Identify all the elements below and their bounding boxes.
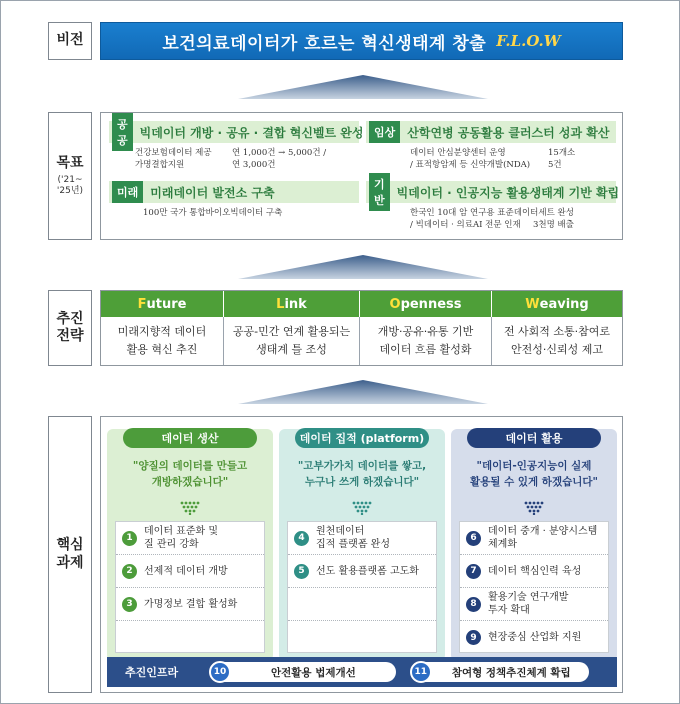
task-number: 3 xyxy=(122,597,137,612)
task-column-production xyxy=(107,429,273,661)
goal-detail: 데이터 안심분양센터 운영 xyxy=(410,148,506,158)
task-number: 6 xyxy=(466,531,481,546)
infra-number: 11 xyxy=(410,661,432,683)
row-label-goals xyxy=(48,112,92,240)
goal-detail: 가명결합지원 xyxy=(135,160,185,171)
goal-foundation xyxy=(366,178,620,232)
strategy-word: eaving xyxy=(539,296,589,312)
task-item xyxy=(460,588,608,621)
row-label-vision xyxy=(48,22,92,60)
task-text: 선도 활용플랫폼 고도화 xyxy=(316,565,419,577)
goal-detail: 100만 국가 통합바이오빅데이터 구축 xyxy=(143,208,283,218)
goal-tag: 임상 xyxy=(369,121,400,143)
strategy-line: 개방·공유·유통 기반 xyxy=(377,325,474,339)
task-item-empty xyxy=(288,621,436,654)
task-item xyxy=(116,555,264,588)
goal-clinical xyxy=(366,121,616,172)
task-quote-line: 개방하겠습니다" xyxy=(151,475,229,488)
task-item xyxy=(116,522,264,555)
goal-detail-value: 3천명 배출 xyxy=(533,220,574,231)
strategy-initial: L xyxy=(276,296,285,312)
strategy-word: uture xyxy=(146,296,187,312)
infra-label: 추진인프라 xyxy=(125,666,179,679)
strategy-line: 생태계 틀 조성 xyxy=(256,343,327,356)
row-label-strategy xyxy=(48,290,92,366)
task-text: 투자 확대 xyxy=(488,605,530,616)
task-quote xyxy=(111,459,269,491)
up-arrow-1 xyxy=(238,73,488,99)
goal-detail: 한국인 10대 암 연구용 표준데이터세트 완성 xyxy=(410,208,574,218)
task-text: 원천데이터 xyxy=(316,526,365,537)
down-dots-icon xyxy=(352,501,372,515)
vision-text: 보건의료데이터가 흐르는 혁신생태계 창출 xyxy=(162,33,487,54)
task-list xyxy=(459,521,609,653)
strategy-header xyxy=(492,291,622,317)
strategy-weaving xyxy=(492,291,622,365)
strategy-header xyxy=(360,291,492,317)
infra-bar xyxy=(107,657,617,687)
task-quote-line: "데이터-인공지능이 실제 xyxy=(476,460,592,472)
task-quote-line: "고부가가치 데이터를 쌓고, xyxy=(297,460,427,472)
task-text: 데이터 중개 · 분양시스템 xyxy=(488,526,598,537)
task-column-header: 데이터 생산 xyxy=(123,428,257,448)
goal-detail: 건강보험데이터 제공 xyxy=(135,148,212,158)
infra-chip xyxy=(412,662,589,682)
task-text: 집적 플랫폼 완성 xyxy=(316,539,390,550)
strategy-header xyxy=(224,291,360,317)
strategy-future xyxy=(101,291,224,365)
task-quote-line: 누구나 쓰게 하겠습니다" xyxy=(304,475,420,488)
task-column-header: 데이터 집적 (platform) xyxy=(295,428,429,448)
strategy-word: penness xyxy=(400,296,462,312)
task-text: 질 관리 강화 xyxy=(144,539,199,550)
flow-logo: F.L.O.W xyxy=(496,32,561,50)
goal-future xyxy=(109,181,359,219)
strategy-link xyxy=(224,291,360,365)
row-label-text: 추진 전략 xyxy=(56,310,84,344)
task-item xyxy=(460,522,608,555)
task-quote xyxy=(455,459,613,491)
infra-number: 10 xyxy=(209,661,231,683)
task-column-platform xyxy=(279,429,445,661)
task-item xyxy=(288,555,436,588)
goal-detail-value: 5건 xyxy=(548,160,562,171)
row-label-text: 비전 xyxy=(56,32,84,49)
task-text: 현장중심 산업화 지원 xyxy=(488,632,582,643)
row-label-text: 핵심 과제 xyxy=(56,537,84,571)
row-label-tasks xyxy=(48,416,92,693)
task-number: 4 xyxy=(294,531,309,546)
strategy-initial: F xyxy=(137,296,147,312)
task-list xyxy=(115,521,265,653)
strategy-header xyxy=(101,291,224,317)
task-number: 2 xyxy=(122,564,137,579)
task-item xyxy=(288,522,436,555)
task-text: 가명정보 결합 활성화 xyxy=(144,598,238,610)
strategy-word: ink xyxy=(284,296,307,312)
goals-panel xyxy=(100,112,623,240)
goal-detail-value: 15개소 xyxy=(548,148,576,158)
strategy-line: 활용 혁신 추진 xyxy=(126,343,198,356)
task-list xyxy=(287,521,437,653)
task-number: 9 xyxy=(466,630,481,645)
task-number: 7 xyxy=(466,564,481,579)
task-column-header: 데이터 활용 xyxy=(467,428,601,448)
task-item-empty xyxy=(116,621,264,654)
task-column-utilization xyxy=(451,429,617,661)
strategy-initial: O xyxy=(389,296,401,312)
infra-chip xyxy=(211,662,396,682)
strategy-line: 전 사회적 소통·참여로 xyxy=(503,325,611,339)
task-item xyxy=(460,621,608,654)
goal-title: 산학연병 공동활용 클러스터 성과 확산 xyxy=(407,125,610,140)
down-dots-icon xyxy=(180,501,200,515)
goal-detail-value: 연 3,000건 xyxy=(232,160,276,171)
task-quote-line: 활용될 수 있게 하겠습니다" xyxy=(469,475,598,488)
task-quote xyxy=(283,459,441,491)
strategy-line: 공공-민간 연계 활용되는 xyxy=(232,325,351,339)
goal-tag: 기반 xyxy=(369,173,390,211)
goal-title: 빅데이터 개방 · 공유 · 결합 혁신벨트 완성 xyxy=(139,125,364,140)
infra-text: 참여형 정책추진체계 확립 xyxy=(451,666,571,679)
strategy-line: 데이터 흐름 활성화 xyxy=(379,343,472,356)
goal-public xyxy=(109,118,364,172)
task-item xyxy=(460,555,608,588)
tasks-panel xyxy=(100,416,623,693)
down-dots-icon xyxy=(524,501,544,515)
task-number: 1 xyxy=(122,531,137,546)
vision-banner xyxy=(100,22,623,60)
strategy-panel xyxy=(100,290,623,366)
goal-detail: / 빅데이터 · 의료AI 전문 인재 xyxy=(410,220,521,231)
goal-title: 빅데이터 · 인공지능 활용생태계 기반 확립 xyxy=(396,185,620,200)
goal-tag: 공공 xyxy=(112,113,133,151)
task-text: 선제적 데이터 개방 xyxy=(144,565,228,577)
goal-tag: 미래 xyxy=(112,181,143,203)
strategy-line: 안전성·신뢰성 제고 xyxy=(510,343,603,356)
strategy-initial: W xyxy=(525,296,540,312)
row-label-text: 목표 xyxy=(56,154,84,171)
task-number: 8 xyxy=(466,597,481,612)
goal-detail: / 표적항암제 등 신약개발(NDA) xyxy=(410,160,531,171)
task-text: 데이터 핵심인력 육성 xyxy=(488,565,582,577)
task-text: 데이터 표준화 및 xyxy=(144,526,218,537)
infra-text: 안전활용 법제개선 xyxy=(271,666,356,679)
goal-title: 미래데이터 발전소 구축 xyxy=(150,185,275,200)
strategy-openness xyxy=(360,291,492,365)
task-text: 체계화 xyxy=(488,539,517,550)
row-label-subtext: ('21~ '25년) xyxy=(56,175,84,197)
task-quote-line: "양질의 데이터를 만들고 xyxy=(132,460,248,472)
goal-detail-value: 연 1,000건 → 5,000건 / xyxy=(232,148,327,158)
task-item xyxy=(116,588,264,621)
task-text: 활용기술 연구개발 xyxy=(488,592,569,603)
up-arrow-3 xyxy=(238,378,488,404)
task-item-empty xyxy=(288,588,436,621)
task-number: 5 xyxy=(294,564,309,579)
up-arrow-2 xyxy=(238,253,488,279)
strategy-line: 미래지향적 데이터 xyxy=(117,325,207,339)
